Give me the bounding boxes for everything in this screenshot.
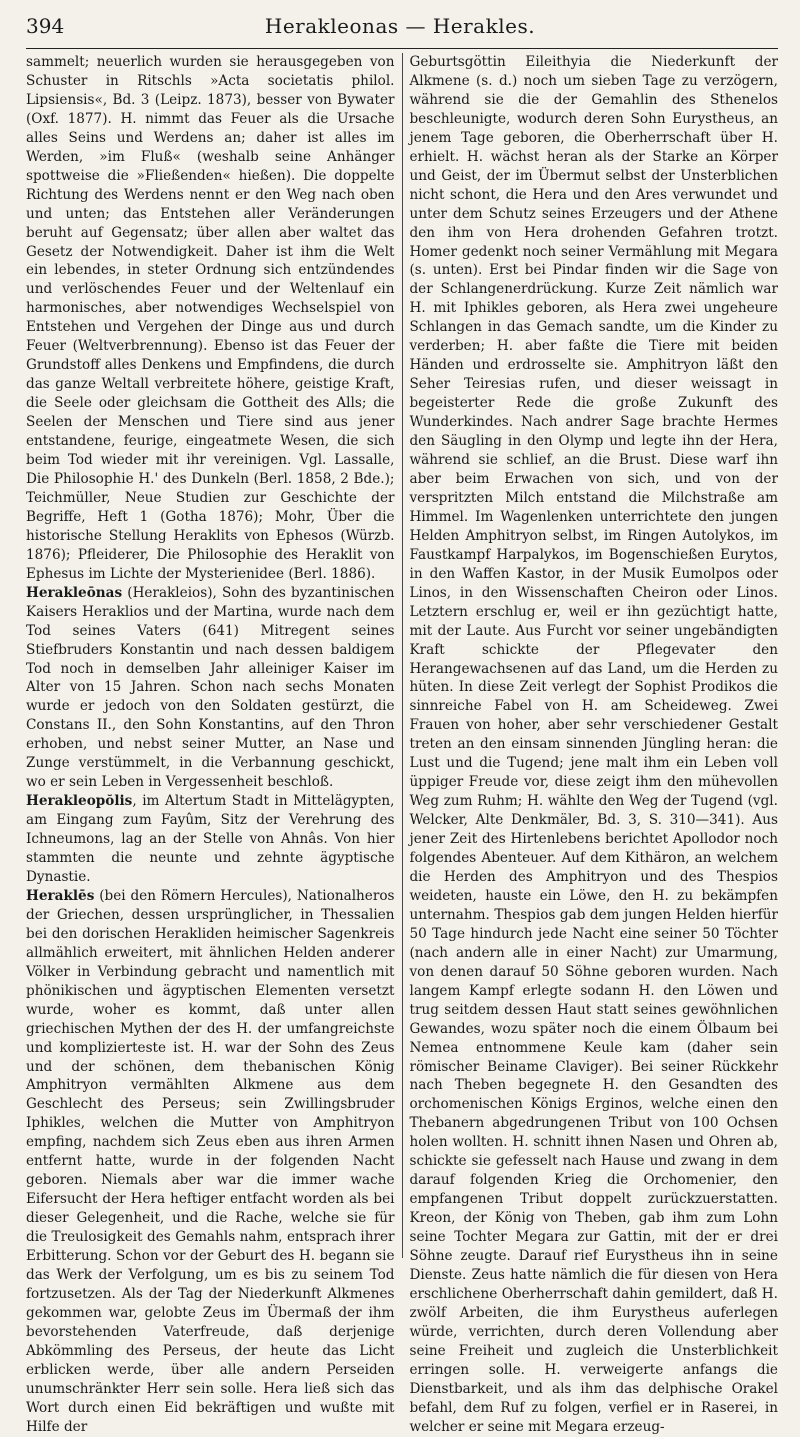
paragraph (409, 53, 778, 1437)
running-title: Herakleonas — Herakles. (264, 14, 536, 38)
left-column (26, 53, 395, 1435)
paragraph (26, 792, 395, 887)
paragraph-text: (bei den Römern Hercules), Nationalheros der Griechen, dessen ursprünglicher, in Thessalien bei den dorischen Herakliden heimischer Sagenkreis allmählich erweitert, mit ähnlichen Helden anderer Völker in Verbindung gebracht und namentlich mit phönikischen und ägyptischen Elementen versetzt wurde, woher es kommt, daß unter allen griechischen Mythen der des H. der umfangreichste und komplizierteste ist. H. war der Sohn des Zeus und der schönen, dem thebanischen König Amphitryon vermählten Alkmene aus dem Geschlecht des Perseus; sein Zwillingsbruder Iphikles, welchen die Mutter von Amphitryon empfing, nachdem sich Zeus eben aus ihren Armen entfernt hatte, wurde in der folgenden Nacht geboren. Niemals aber war die immer wache Eifersucht der Hera heftiger entfacht worden als bei dieser Gelegenheit, und die Rache, welche sie für die Treulosigkeit des Gemahls nahm, entsprach ihrer Erbitterung. Schon vor der Geburt des H. begann sie das Werk der Verfolgung, um es bis zu seinem Tod fortzusetzen. Als der Tag der Niederkunft Alkmenes gekommen war, gelobte Zeus im Übermaß der ihm bevorstehenden Vaterfreude, daß derjenige Abkömmling des Perseus, der heute das Licht erblicken werde, über alle andern Perseiden unumschränkter Herr sein solle. Hera ließ sich das Wort durch einen Eid bekräftigen und wußte mit Hilfe der (26, 887, 395, 1435)
right-column (409, 53, 778, 1435)
entry-headword: Herakleopŏlis (26, 793, 133, 810)
paragraph (26, 53, 395, 584)
page-header (26, 14, 778, 49)
paragraph-text: (Herakleios), Sohn des byzantinischen Kaisers Heraklios und der Martina, wurde nach dem Tod seines Vaters (641) Mitregent seines Stiefbruders Konstantin und nach dessen baldigem Tod noch in demselben Jahr alleiniger Kaiser im Alter von 15 Jahren. Schon nach sechs Monaten wurde er jedoch von den Soldaten gestürzt, die Constans II., den Sohn Konstantins, auf den Thron erhoben, und nebst seiner Mutter, an Nase und Zunge verstümmelt, in die Verbannung geschickt, wo er sein Leben in Vergessenheit beschloß. (26, 584, 395, 791)
paragraph-text: sammelt; neuerlich wurden sie herausgegeben von Schuster in Ritschls »Acta societatis philol. Lipsiensis«, Bd. 3 (Leipz. 1873), besser von Bywater (Oxf. 1877). H. nimmt das Feuer als die Ursache alles Seins und Werdens an; daher ist alles im Werden, »im Fluß« (weshalb seine Anhänger spottweise die »Fließenden« hießen). Die doppelte Richtung des Werdens nennt er den Weg nach oben und unten; das Entstehen aller Veränderungen beruht auf Gegensatz; über allen aber waltet das Gesetz der Notwendigkeit. Daher ist ihm die Welt ein lebendes, in steter Ordnung sich entzündendes und verlöschendes Feuer und der Weltenlauf ein harmonisches, aber notwendiges Wechselspiel von Entstehen und Vergehen der Dinge aus und durch Feuer (Weltverbrennung). Ebenso ist das Feuer der Grundstoff alles Denkens und Empfindens, die durch das ganze Weltall verbreitete höhere, geistige Kraft, die Seele oder gleichsam die Gottheit des Alls; die Seelen der Menschen und Tiere sind aus jener entstandene, feurige, eingeatmete Wesen, die sich beim Tod wieder mit ihr vereinigen. Vgl. Lassalle, Die Philosophie H.' des Dunkeln (Berl. 1858, 2 Bde.); Teichmüller, Neue Studien zur Geschichte der Begriffe, Heft 1 (Gotha 1876); Mohr, Über die historische Stellung Heraklits von Ephesos (Würzb. 1876); Pfleiderer, Die Philosophie des Heraklit von Ephesus im Lichte der Mysterienidee (Berl. 1886). (26, 54, 395, 582)
paragraph (26, 887, 395, 1437)
column-divider (402, 53, 403, 1258)
entry-headword: Heraklēs (26, 887, 95, 904)
entry-headword: Herakleōnas (26, 584, 123, 601)
page-number: 394 (26, 14, 65, 38)
text-columns (26, 53, 778, 1435)
paragraph-text: Geburtsgöttin Eileithyia die Niederkunft der Alkmene (s. d.) noch um sieben Tage zu verzögern, während sie die der Gemahlin des Sthenelos beschleunigte, wodurch deren Sohn Eurystheus, an jenem Tage geboren, die Oberherrschaft über H. erhielt. H. wächst heran als der Starke an Körper und Geist, der im Übermut selbst der Unsterblichen nicht schont, die Hera und den Ares verwundet und unter dem Schutz seines Erzeugers und der Athene den ihm von Hera drohenden Gefahren trotzt. Homer gedenkt noch seiner Vermählung mit Megara (s. unten). Erst bei Pindar finden wir die Sage von der Schlangenerdrückung. Kurze Zeit nämlich war H. mit Iphikles geboren, als Hera zwei ungeheure Schlangen in das Gemach sandte, um die Kinder zu verderben; H. aber faßte die Tiere mit beiden Händen und erdrosselte sie. Amphitryon läßt den Seher Teiresias rufen, und dieser weissagt in begeisterter Rede die große Zukunft des Wunderkindes. Nach andrer Sage brachte Hermes den Säugling in den Olymp und legte ihn der Hera, während sie schlief, an die Brust. Diese warf ihn aber beim Erwachen von sich, und von der verspritzten Milch entstand die Milchstraße am Himmel. Im Wagenlenken unterrichtete den jungen Helden Amphitryon selbst, im Ringen Autolykos, im Faustkampf Harpalykos, im Bogenschießen Eurytos, in den Waffen Kastor, in der Musik Eumolpos oder Linos, in den Wissenschaften Cheiron oder Linos. Letztern erschlug er, weil er ihn gezüchtigt hatte, mit der Laute. Aus Furcht vor seiner ungebändigten Kraft schickte der Pflegevater den Herangewachsenen auf das Land, um die Herden zu hüten. In diese Zeit verlegt der Sophist Prodikos die sinnreiche Fabel von H. am Scheideweg. Zwei Frauen von hoher, aber sehr verschiedener Gestalt treten an den einsam sinnenden Jüngling heran: die Lust und die Tugend; jene malt ihm ein Leben voll üppiger Freude vor, diese zeigt ihm den mühevollen Weg zum Ruhm; H. wählte den Weg der Tugend (vgl. Welcker, Alte Denkmäler, Bd. 3, S. 310—341). Aus jener Zeit des Hirtenlebens berichtet Apollodor noch folgendes Abenteuer. Auf dem Kithäron, an welchem die Herden des Amphitryon und des Thespios weideten, hauste ein Löwe, den H. zu bekämpfen unternahm. Thespios gab dem jungen Helden hierfür 50 Tage hindurch jede Nacht eine seiner 50 Töchter (nach andern alle in einer Nacht) zur Umarmung, von denen darauf 50 Söhne geboren wurden. Nach langem Kampf erlegte sodann H. den Löwen und trug seitdem dessen Haut statt seines gewöhnlichen Gewandes, wozu später noch die einem Ölbaum bei Nemea entnommene Keule kam (daher sein römischer Beiname Claviger). Bei seiner Rückkehr nach Theben begegnete H. den Gesandten des orchomenischen Königs Erginos, welche einen den Thebanern abgedrungenen Tribut von 100 Ochsen holen wollten. H. schnitt ihnen Nasen und Ohren ab, schickte sie gefesselt nach Hause und zwang in dem darauf folgenden Krieg die Orchomenier, den empfangenen Tribut doppelt zurückzuerstatten. Kreon, der König von Theben, gab ihm zum Lohn seine Tochter Megara zur Gattin, mit der er drei Söhne zeugte. Darauf rief Eurystheus ihn in seine Dienste. Zeus hatte nämlich die für diesen von Hera erschlichene Oberherrschaft dahin gemildert, daß H. zwölf Arbeiten, die ihm Eurystheus auferlegen würde, verrichten, durch deren Vollendung aber seine Freiheit und zugleich die Unsterblichkeit erringen solle. H. verweigerte anfangs die Dienstbarkeit, und als ihm das delphische Orakel befahl, dem Ruf zu folgen, verfiel er in Raserei, in welcher er seine mit Megara erzeug- (409, 54, 778, 1435)
paragraph (26, 584, 395, 792)
paragraph-text: , im Altertum Stadt in Mittelägypten, am Eingang zum Fayûm, Sitz der Verehrung des Ichneumons, lag an der Stelle von Ahnâs. Von hier stammten die neunte und zehnte ägyptische Dynastie. (26, 793, 395, 885)
